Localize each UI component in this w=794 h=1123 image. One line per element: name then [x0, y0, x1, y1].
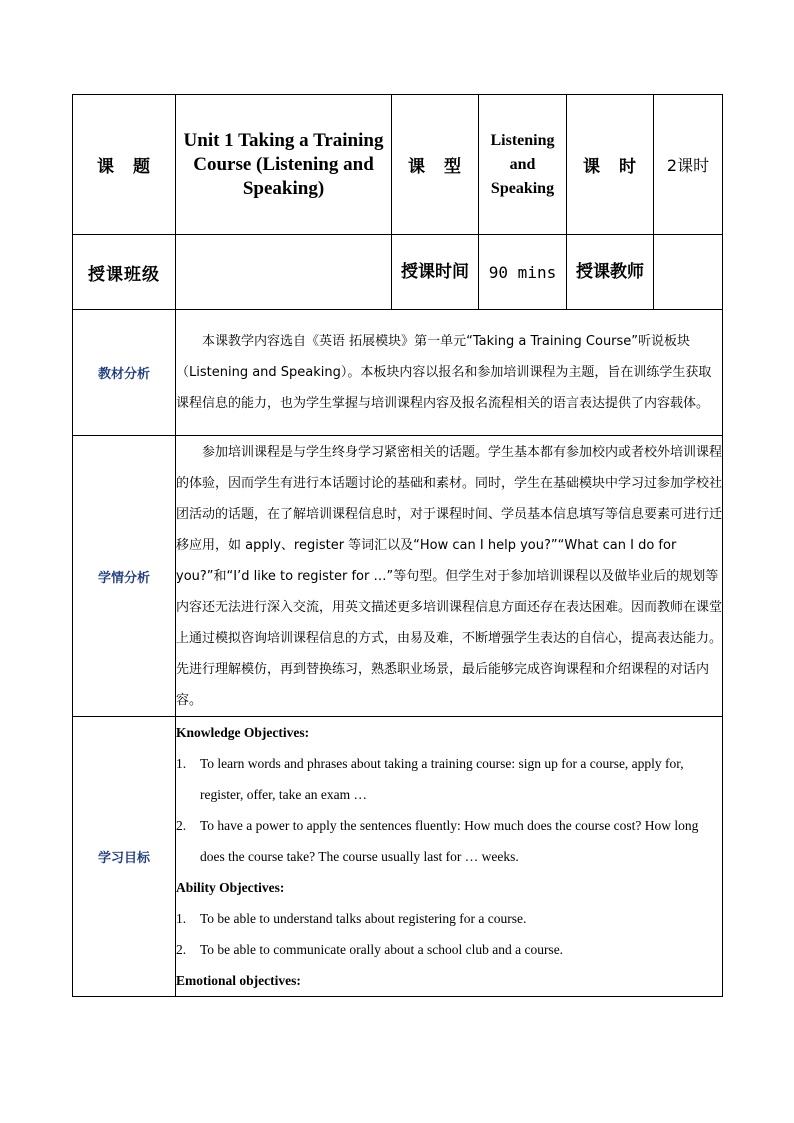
objectives-row — [73, 717, 723, 997]
knowledge-heading: Knowledge Objectives: — [176, 725, 310, 740]
lesson-title: Unit 1 Taking a Training Course (Listening and Speaking) — [176, 95, 392, 235]
ability-item-2 — [176, 934, 722, 965]
learners-row — [73, 436, 723, 717]
class-label: 授课班级 — [73, 235, 176, 310]
subject-label: 课 题 — [73, 95, 176, 235]
list-text: To have a power to apply the sentences fluently: How much does the course cost? How long — [200, 818, 699, 833]
type-label: 课 型 — [392, 95, 479, 235]
ability-heading: Ability Objectives: — [176, 880, 285, 895]
emotional-heading: Emotional objectives: — [176, 973, 301, 988]
objectives-label: 学习目标 — [73, 717, 176, 997]
knowledge-item-2-continued: does the course take? The course usually last for … weeks. — [200, 849, 519, 864]
class-value — [176, 235, 392, 310]
lesson-plan-table — [72, 94, 723, 997]
learners-label: 学情分析 — [73, 436, 176, 717]
header-row — [73, 95, 723, 235]
hours-label: 课 时 — [567, 95, 654, 235]
list-number: 2. — [176, 818, 187, 833]
teacher-value — [654, 235, 723, 310]
info-row — [73, 235, 723, 310]
knowledge-item-2 — [176, 810, 722, 841]
list-number: 1. — [176, 911, 187, 926]
type-value: Listening and Speaking — [479, 95, 567, 235]
list-number: 2. — [176, 942, 187, 957]
list-text: To be able to understand talks about registering for a course. — [200, 911, 527, 926]
list-text: To be able to communicate orally about a school club and a course. — [200, 942, 564, 957]
material-label: 教材分析 — [73, 310, 176, 436]
material-row — [73, 310, 723, 436]
time-label: 授课时间 — [392, 235, 479, 310]
hours-value: 2课时 — [654, 95, 723, 235]
list-number: 1. — [176, 756, 187, 771]
learners-text: 参加培训课程是与学生终身学习紧密相关的话题。学生基本都有参加校内或者校外培训课程的体验，因而学生有进行本话题讨论的基础和素材。同时，学生在基础模块中学习过参加学校社团活动的话题，在了解培训课程信息时，对于课程时间、学员基本信息填写等信息要素可进行迁移应用，如 apply、register 等词汇以及“How can I help you?”“What can I do for you?”和“I’d like to register for …”等句型。但学生对于参加培训课程以及做毕业后的规划等内容还无法进行深入交流，用英文描述更多培训课程信息方面还存在表达困难。因而教师在课堂上通过模拟咨询培训课程信息的方式，由易及难，不断增强学生表达的自信心，提高表达能力。先进行理解模仿，再到替换练习，熟悉职业场景，最后能够完成咨询课程和介绍课程的对话内容。 — [176, 436, 723, 717]
knowledge-item-1-continued: register, offer, take an exam … — [200, 787, 367, 802]
objectives-content — [176, 717, 723, 997]
material-text: 本课教学内容选自《英语 拓展模块》第一单元“Taking a Training Course”听说板块（Listening and Speaking）。本板块内容以报名和参加培训课程为主题，旨在训练学生获取课程信息的能力，也为学生掌握与培训课程内容及报名流程相关的语言表达提供了内容载体。 — [176, 310, 723, 436]
list-text: To learn words and phrases about taking a training course: sign up for a course, apply for, — [200, 756, 684, 771]
teacher-label: 授课教师 — [567, 235, 654, 310]
ability-item-1 — [176, 903, 722, 934]
knowledge-item-1 — [176, 748, 722, 779]
time-value: 90 mins — [479, 235, 567, 310]
